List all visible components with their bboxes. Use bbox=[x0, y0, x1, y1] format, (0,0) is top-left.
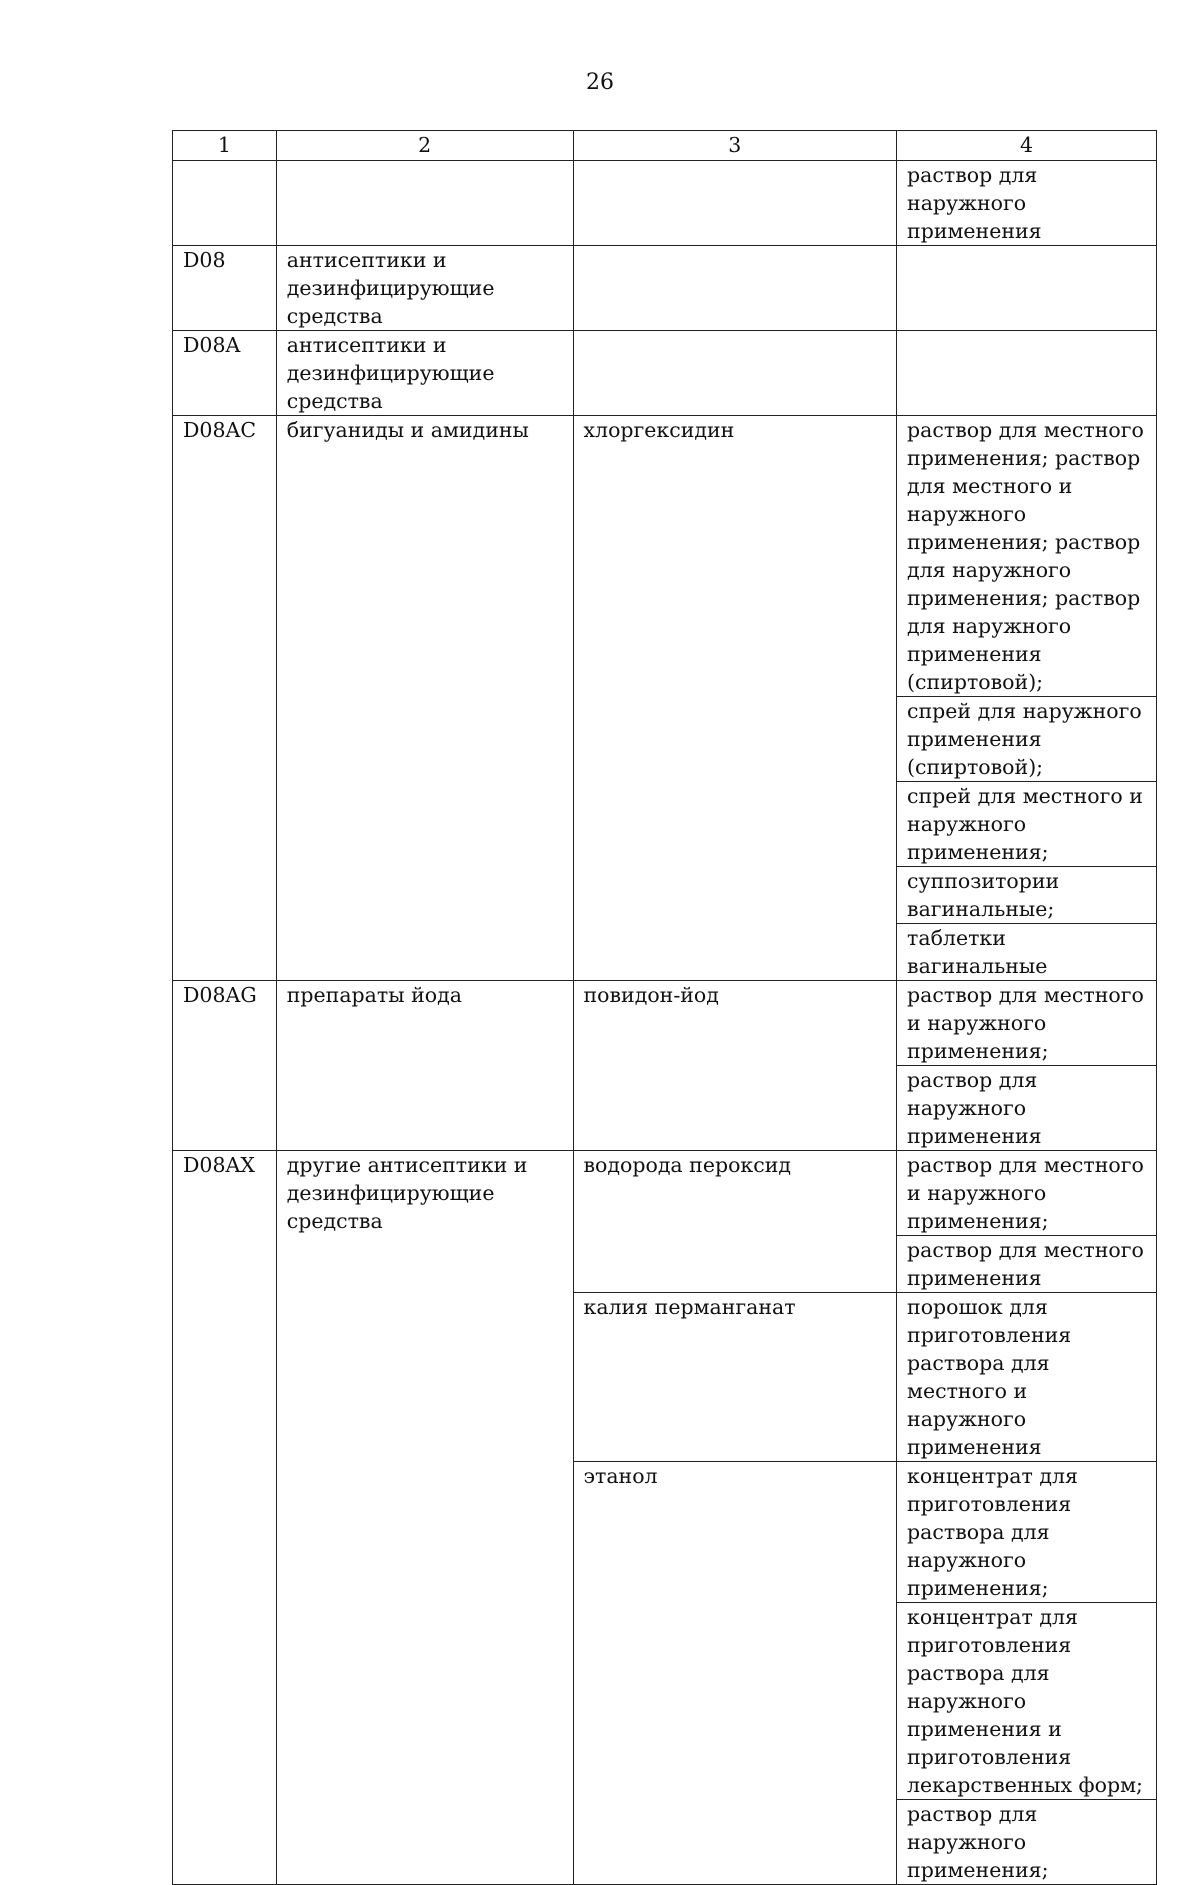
form-cell: спрей для наружного применения (спиртовой); bbox=[897, 697, 1157, 782]
page-number: 26 bbox=[586, 70, 614, 95]
code-cell bbox=[173, 161, 277, 246]
form-cell: раствор для наружного применения; bbox=[897, 1800, 1157, 1885]
table-row bbox=[173, 1151, 1157, 1236]
substance-cell: калия перманганат bbox=[573, 1293, 897, 1462]
code-cell: D08AG bbox=[173, 981, 277, 1151]
form-cell: раствор для местного применения; раствор для местного и наружного применения; раствор для наружного применения; раствор для наружного применения (спиртовой); bbox=[897, 416, 1157, 697]
header-cell-4: 4 bbox=[897, 131, 1157, 161]
form-cell bbox=[897, 331, 1157, 416]
substance-cell: хлоргексидин bbox=[573, 416, 897, 981]
table-row bbox=[173, 981, 1157, 1066]
table-row bbox=[173, 331, 1157, 416]
group-cell: препараты йода bbox=[276, 981, 573, 1151]
substance-cell bbox=[573, 246, 897, 331]
code-cell: D08AC bbox=[173, 416, 277, 981]
table-row bbox=[173, 246, 1157, 331]
substance-cell bbox=[573, 331, 897, 416]
table-header-row bbox=[173, 131, 1157, 161]
group-cell: антисептики и дезинфицирующие средства bbox=[276, 246, 573, 331]
header-cell-1: 1 bbox=[173, 131, 277, 161]
form-cell: раствор для местного и наружного применения; bbox=[897, 1151, 1157, 1236]
substance-cell bbox=[573, 161, 897, 246]
form-cell: раствор для наружного применения bbox=[897, 1066, 1157, 1151]
code-cell: D08 bbox=[173, 246, 277, 331]
group-cell: другие антисептики и дезинфицирующие средства bbox=[276, 1151, 573, 1885]
table-row bbox=[173, 416, 1157, 697]
group-cell: антисептики и дезинфицирующие средства bbox=[276, 331, 573, 416]
form-cell bbox=[897, 246, 1157, 331]
form-cell: таблетки вагинальные bbox=[897, 924, 1157, 981]
form-cell: порошок для приготовления раствора для местного и наружного применения bbox=[897, 1293, 1157, 1462]
form-cell: концентрат для приготовления раствора для наружного применения; bbox=[897, 1462, 1157, 1603]
substance-cell: повидон-йод bbox=[573, 981, 897, 1151]
group-cell: бигуаниды и амидины bbox=[276, 416, 573, 981]
header-cell-3: 3 bbox=[573, 131, 897, 161]
substance-cell: водорода пероксид bbox=[573, 1151, 897, 1293]
code-cell: D08A bbox=[173, 331, 277, 416]
form-cell: раствор для местного применения bbox=[897, 1236, 1157, 1293]
form-cell: раствор для наружного применения bbox=[897, 161, 1157, 246]
substance-cell: этанол bbox=[573, 1462, 897, 1885]
medication-table bbox=[172, 130, 1157, 1885]
table-row bbox=[173, 161, 1157, 246]
form-cell: раствор для местного и наружного применения; bbox=[897, 981, 1157, 1066]
form-cell: концентрат для приготовления раствора для наружного применения и приготовления лекарственных форм; bbox=[897, 1603, 1157, 1800]
header-cell-2: 2 bbox=[276, 131, 573, 161]
form-cell: спрей для местного и наружного применения; bbox=[897, 782, 1157, 867]
form-cell: суппозитории вагинальные; bbox=[897, 867, 1157, 924]
group-cell bbox=[276, 161, 573, 246]
code-cell: D08AX bbox=[173, 1151, 277, 1885]
